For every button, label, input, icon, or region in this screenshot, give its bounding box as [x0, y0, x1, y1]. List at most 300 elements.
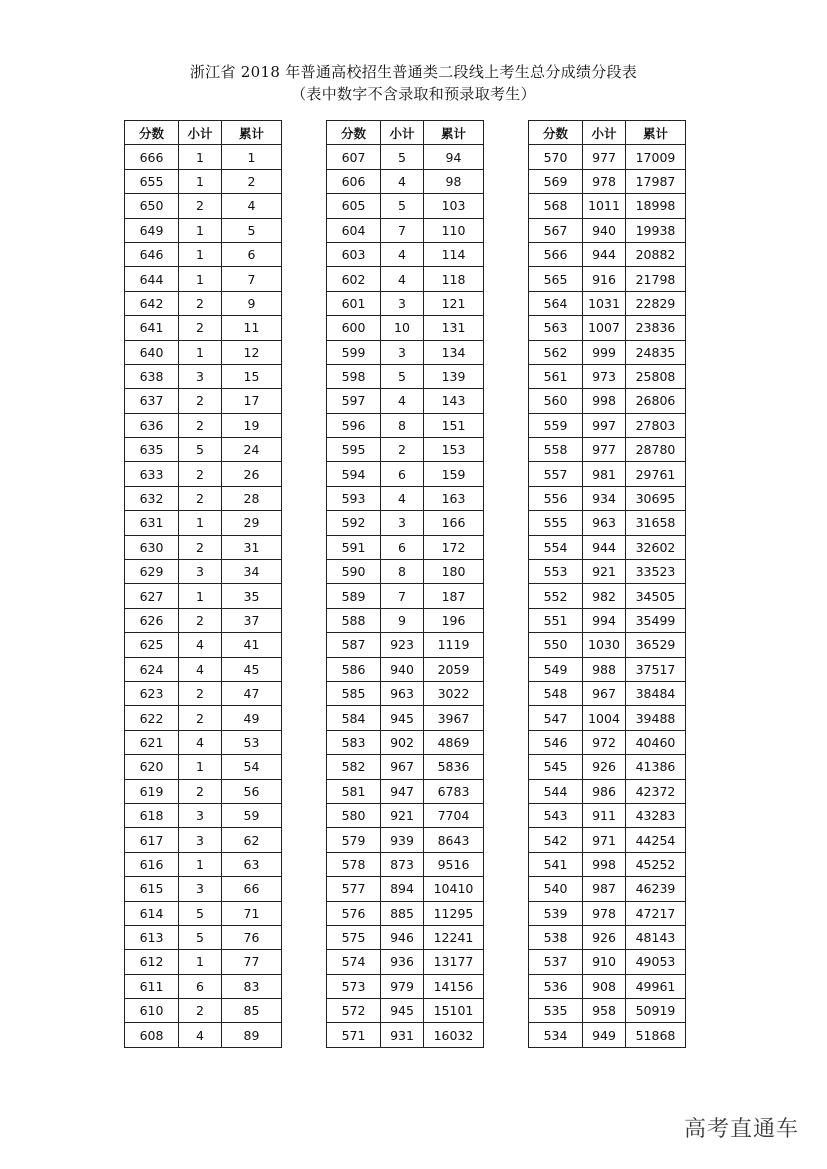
cell-cumulative: 35499 — [626, 608, 686, 632]
cell-cumulative: 131 — [424, 316, 484, 340]
cell-cumulative: 172 — [424, 535, 484, 559]
cell-cumulative: 17 — [222, 389, 282, 413]
cell-subtotal: 2 — [179, 194, 222, 218]
cell-cumulative: 56 — [222, 779, 282, 803]
table-row — [125, 242, 282, 266]
cell-score: 538 — [529, 925, 583, 949]
cell-cumulative: 20882 — [626, 242, 686, 266]
cell-subtotal: 967 — [583, 681, 626, 705]
cell-cumulative: 121 — [424, 291, 484, 315]
cell-subtotal: 978 — [583, 169, 626, 193]
table-row — [529, 1023, 686, 1047]
cell-subtotal: 2 — [179, 389, 222, 413]
table-row — [327, 194, 484, 218]
cell-cumulative: 2059 — [424, 657, 484, 681]
cell-score: 625 — [125, 633, 179, 657]
cell-subtotal: 4 — [381, 486, 424, 510]
cell-cumulative: 31 — [222, 535, 282, 559]
cell-subtotal: 2 — [179, 413, 222, 437]
cell-cumulative: 110 — [424, 218, 484, 242]
table-row — [529, 657, 686, 681]
cell-subtotal: 981 — [583, 462, 626, 486]
cell-score: 573 — [327, 974, 381, 998]
cell-cumulative: 118 — [424, 267, 484, 291]
table-row — [529, 803, 686, 827]
cell-subtotal: 949 — [583, 1023, 626, 1047]
cell-score: 550 — [529, 633, 583, 657]
cell-cumulative: 46239 — [626, 877, 686, 901]
cell-cumulative: 40460 — [626, 730, 686, 754]
cell-score: 600 — [327, 316, 381, 340]
cell-cumulative: 53 — [222, 730, 282, 754]
cell-cumulative: 47217 — [626, 901, 686, 925]
cell-score: 621 — [125, 730, 179, 754]
cell-score: 604 — [327, 218, 381, 242]
cell-subtotal: 3 — [381, 511, 424, 535]
cell-cumulative: 35 — [222, 584, 282, 608]
cell-cumulative: 13177 — [424, 950, 484, 974]
table-row — [327, 413, 484, 437]
cell-subtotal: 926 — [583, 925, 626, 949]
cell-cumulative: 17009 — [626, 145, 686, 169]
table-row — [125, 877, 282, 901]
cell-score: 620 — [125, 755, 179, 779]
table-row — [125, 755, 282, 779]
table-row — [125, 218, 282, 242]
cell-score: 534 — [529, 1023, 583, 1047]
cell-cumulative: 24 — [222, 438, 282, 462]
cell-subtotal: 4 — [179, 633, 222, 657]
table-row — [529, 999, 686, 1023]
cell-subtotal: 982 — [583, 584, 626, 608]
cell-subtotal: 1007 — [583, 316, 626, 340]
table-row — [529, 389, 686, 413]
cell-subtotal: 926 — [583, 755, 626, 779]
cell-cumulative: 9 — [222, 291, 282, 315]
table-row — [529, 511, 686, 535]
table-row — [327, 340, 484, 364]
table-row — [125, 438, 282, 462]
cell-score: 559 — [529, 413, 583, 437]
cell-score: 566 — [529, 242, 583, 266]
cell-score: 572 — [327, 999, 381, 1023]
cell-score: 557 — [529, 462, 583, 486]
cell-cumulative: 4869 — [424, 730, 484, 754]
table-row — [125, 316, 282, 340]
cell-subtotal: 1 — [179, 950, 222, 974]
table-row — [327, 364, 484, 388]
cell-cumulative: 59 — [222, 803, 282, 827]
watermark-text: 高考直通车 — [683, 1117, 799, 1142]
cell-score: 540 — [529, 877, 583, 901]
cell-score: 542 — [529, 828, 583, 852]
table-row — [327, 925, 484, 949]
table-row — [125, 974, 282, 998]
table-row — [125, 657, 282, 681]
cell-score: 537 — [529, 950, 583, 974]
table-row — [327, 316, 484, 340]
cell-subtotal: 944 — [583, 535, 626, 559]
cell-cumulative: 180 — [424, 560, 484, 584]
table-row — [327, 779, 484, 803]
cell-score: 539 — [529, 901, 583, 925]
cell-cumulative: 103 — [424, 194, 484, 218]
table-row — [327, 828, 484, 852]
cell-score: 627 — [125, 584, 179, 608]
table-row — [529, 901, 686, 925]
header-score: 分数 — [327, 121, 381, 145]
table-row — [125, 462, 282, 486]
cell-subtotal: 4 — [381, 169, 424, 193]
cell-score: 575 — [327, 925, 381, 949]
table-row — [327, 730, 484, 754]
header-score: 分数 — [125, 121, 179, 145]
cell-score: 641 — [125, 316, 179, 340]
cell-subtotal: 3 — [179, 877, 222, 901]
cell-cumulative: 143 — [424, 389, 484, 413]
cell-cumulative: 33523 — [626, 560, 686, 584]
cell-score: 589 — [327, 584, 381, 608]
table-header-row — [327, 121, 484, 145]
table-row — [327, 852, 484, 876]
cell-subtotal: 873 — [381, 852, 424, 876]
cell-cumulative: 159 — [424, 462, 484, 486]
table-row — [529, 438, 686, 462]
cell-subtotal: 944 — [583, 242, 626, 266]
cell-subtotal: 2 — [179, 999, 222, 1023]
cell-subtotal: 3 — [381, 291, 424, 315]
cell-subtotal: 2 — [179, 535, 222, 559]
cell-cumulative: 11295 — [424, 901, 484, 925]
cell-cumulative: 41386 — [626, 755, 686, 779]
cell-cumulative: 21798 — [626, 267, 686, 291]
table-row — [327, 438, 484, 462]
cell-subtotal: 1031 — [583, 291, 626, 315]
cell-subtotal: 940 — [583, 218, 626, 242]
table-row — [529, 413, 686, 437]
cell-cumulative: 37 — [222, 608, 282, 632]
score-table-3 — [528, 120, 686, 1048]
cell-score: 629 — [125, 560, 179, 584]
cell-cumulative: 29761 — [626, 462, 686, 486]
cell-score: 591 — [327, 535, 381, 559]
table-row — [125, 608, 282, 632]
table-row — [529, 462, 686, 486]
cell-score: 637 — [125, 389, 179, 413]
cell-subtotal: 1011 — [583, 194, 626, 218]
cell-score: 579 — [327, 828, 381, 852]
table-row — [327, 389, 484, 413]
table-row — [327, 681, 484, 705]
header-score: 分数 — [529, 121, 583, 145]
cell-cumulative: 83 — [222, 974, 282, 998]
cell-cumulative: 24835 — [626, 340, 686, 364]
cell-subtotal: 2 — [179, 486, 222, 510]
cell-subtotal: 931 — [381, 1023, 424, 1047]
cell-subtotal: 3 — [179, 828, 222, 852]
table-row — [529, 535, 686, 559]
table-header-row — [529, 121, 686, 145]
table-row — [125, 633, 282, 657]
cell-score: 536 — [529, 974, 583, 998]
table-row — [529, 486, 686, 510]
table-row — [125, 584, 282, 608]
cell-subtotal: 894 — [381, 877, 424, 901]
cell-score: 594 — [327, 462, 381, 486]
cell-subtotal: 1 — [179, 584, 222, 608]
cell-score: 543 — [529, 803, 583, 827]
cell-subtotal: 934 — [583, 486, 626, 510]
cell-score: 576 — [327, 901, 381, 925]
cell-subtotal: 973 — [583, 364, 626, 388]
cell-cumulative: 153 — [424, 438, 484, 462]
cell-subtotal: 2 — [381, 438, 424, 462]
cell-subtotal: 4 — [381, 267, 424, 291]
cell-cumulative: 50919 — [626, 999, 686, 1023]
table-row — [125, 901, 282, 925]
cell-subtotal: 1 — [179, 218, 222, 242]
cell-subtotal: 946 — [381, 925, 424, 949]
cell-cumulative: 151 — [424, 413, 484, 437]
cell-cumulative: 44254 — [626, 828, 686, 852]
cell-score: 551 — [529, 608, 583, 632]
table-row — [327, 633, 484, 657]
cell-cumulative: 114 — [424, 242, 484, 266]
table-row — [327, 755, 484, 779]
cell-cumulative: 49 — [222, 706, 282, 730]
cell-score: 616 — [125, 852, 179, 876]
cell-subtotal: 921 — [583, 560, 626, 584]
table-row — [125, 706, 282, 730]
cell-score: 601 — [327, 291, 381, 315]
table-row — [125, 291, 282, 315]
header-subtotal: 小计 — [381, 121, 424, 145]
cell-score: 535 — [529, 999, 583, 1023]
cell-score: 560 — [529, 389, 583, 413]
cell-score: 561 — [529, 364, 583, 388]
cell-score: 631 — [125, 511, 179, 535]
cell-score: 565 — [529, 267, 583, 291]
cell-score: 597 — [327, 389, 381, 413]
cell-cumulative: 25808 — [626, 364, 686, 388]
cell-score: 552 — [529, 584, 583, 608]
cell-cumulative: 54 — [222, 755, 282, 779]
cell-subtotal: 986 — [583, 779, 626, 803]
cell-score: 546 — [529, 730, 583, 754]
cell-score: 603 — [327, 242, 381, 266]
table-row — [125, 486, 282, 510]
cell-subtotal: 2 — [179, 681, 222, 705]
score-table-2 — [326, 120, 484, 1048]
cell-subtotal: 1 — [179, 242, 222, 266]
table-row — [125, 194, 282, 218]
table-row — [529, 828, 686, 852]
table-row — [125, 999, 282, 1023]
cell-score: 564 — [529, 291, 583, 315]
cell-score: 544 — [529, 779, 583, 803]
cell-subtotal: 911 — [583, 803, 626, 827]
cell-score: 580 — [327, 803, 381, 827]
cell-cumulative: 10410 — [424, 877, 484, 901]
cell-cumulative: 12241 — [424, 925, 484, 949]
cell-score: 586 — [327, 657, 381, 681]
table-row — [529, 974, 686, 998]
cell-score: 608 — [125, 1023, 179, 1047]
cell-score: 638 — [125, 364, 179, 388]
table-row — [327, 901, 484, 925]
cell-cumulative: 12 — [222, 340, 282, 364]
cell-subtotal: 5 — [381, 364, 424, 388]
cell-subtotal: 3 — [179, 803, 222, 827]
cell-cumulative: 98 — [424, 169, 484, 193]
cell-cumulative: 7704 — [424, 803, 484, 827]
cell-subtotal: 1 — [179, 267, 222, 291]
cell-cumulative: 89 — [222, 1023, 282, 1047]
cell-subtotal: 910 — [583, 950, 626, 974]
cell-subtotal: 997 — [583, 413, 626, 437]
table-row — [327, 877, 484, 901]
cell-subtotal: 8 — [381, 560, 424, 584]
cell-cumulative: 15 — [222, 364, 282, 388]
cell-cumulative: 15101 — [424, 999, 484, 1023]
cell-score: 607 — [327, 145, 381, 169]
cell-cumulative: 51868 — [626, 1023, 686, 1047]
cell-subtotal: 7 — [381, 584, 424, 608]
cell-cumulative: 66 — [222, 877, 282, 901]
header-cumulative: 累计 — [424, 121, 484, 145]
cell-score: 545 — [529, 755, 583, 779]
cell-subtotal: 967 — [381, 755, 424, 779]
cell-cumulative: 2 — [222, 169, 282, 193]
table-row — [529, 730, 686, 754]
cell-score: 553 — [529, 560, 583, 584]
cell-score: 622 — [125, 706, 179, 730]
cell-cumulative: 163 — [424, 486, 484, 510]
cell-cumulative: 27803 — [626, 413, 686, 437]
cell-score: 633 — [125, 462, 179, 486]
cell-score: 588 — [327, 608, 381, 632]
cell-cumulative: 48143 — [626, 925, 686, 949]
table-row — [529, 925, 686, 949]
cell-cumulative: 26 — [222, 462, 282, 486]
cell-score: 611 — [125, 974, 179, 998]
cell-score: 569 — [529, 169, 583, 193]
cell-cumulative: 5836 — [424, 755, 484, 779]
table-row — [529, 877, 686, 901]
cell-subtotal: 940 — [381, 657, 424, 681]
table-row — [529, 364, 686, 388]
cell-score: 636 — [125, 413, 179, 437]
cell-subtotal: 939 — [381, 828, 424, 852]
cell-cumulative: 39488 — [626, 706, 686, 730]
header-cumulative: 累计 — [222, 121, 282, 145]
cell-subtotal: 7 — [381, 218, 424, 242]
page-title: 浙江省 2018 年普通高校招生普通类二段线上考生总分成绩分段表 — [189, 63, 638, 81]
cell-subtotal: 945 — [381, 706, 424, 730]
cell-score: 610 — [125, 999, 179, 1023]
cell-cumulative: 49961 — [626, 974, 686, 998]
table-row — [125, 364, 282, 388]
cell-subtotal: 6 — [179, 974, 222, 998]
cell-subtotal: 1 — [179, 852, 222, 876]
table-row — [125, 560, 282, 584]
cell-subtotal: 945 — [381, 999, 424, 1023]
cell-cumulative: 187 — [424, 584, 484, 608]
cell-subtotal: 921 — [381, 803, 424, 827]
cell-score: 567 — [529, 218, 583, 242]
cell-cumulative: 34 — [222, 560, 282, 584]
cell-cumulative: 28 — [222, 486, 282, 510]
cell-score: 599 — [327, 340, 381, 364]
cell-subtotal: 977 — [583, 438, 626, 462]
cell-cumulative: 16032 — [424, 1023, 484, 1047]
table-row — [327, 999, 484, 1023]
cell-cumulative: 3022 — [424, 681, 484, 705]
cell-score: 581 — [327, 779, 381, 803]
cell-cumulative: 18998 — [626, 194, 686, 218]
table-row — [327, 950, 484, 974]
cell-cumulative: 166 — [424, 511, 484, 535]
cell-cumulative: 43283 — [626, 803, 686, 827]
cell-score: 577 — [327, 877, 381, 901]
cell-score: 666 — [125, 145, 179, 169]
header-subtotal: 小计 — [583, 121, 626, 145]
cell-score: 623 — [125, 681, 179, 705]
cell-cumulative: 8643 — [424, 828, 484, 852]
cell-subtotal: 3 — [179, 560, 222, 584]
cell-cumulative: 196 — [424, 608, 484, 632]
cell-subtotal: 5 — [179, 438, 222, 462]
table-row — [529, 560, 686, 584]
cell-score: 613 — [125, 925, 179, 949]
cell-score: 549 — [529, 657, 583, 681]
cell-score: 592 — [327, 511, 381, 535]
cell-score: 548 — [529, 681, 583, 705]
table-row — [125, 681, 282, 705]
cell-subtotal: 908 — [583, 974, 626, 998]
table-row — [529, 291, 686, 315]
cell-subtotal: 1030 — [583, 633, 626, 657]
cell-score: 618 — [125, 803, 179, 827]
cell-cumulative: 41 — [222, 633, 282, 657]
table-header-row — [125, 121, 282, 145]
cell-subtotal: 6 — [381, 535, 424, 559]
cell-subtotal: 963 — [583, 511, 626, 535]
cell-cumulative: 45252 — [626, 852, 686, 876]
table-row — [327, 169, 484, 193]
cell-score: 590 — [327, 560, 381, 584]
page-subtitle: （表中数字不含录取和预录取考生） — [291, 85, 536, 103]
cell-score: 563 — [529, 316, 583, 340]
table-row — [529, 194, 686, 218]
table-row — [327, 1023, 484, 1047]
cell-score: 558 — [529, 438, 583, 462]
cell-cumulative: 71 — [222, 901, 282, 925]
cell-subtotal: 916 — [583, 267, 626, 291]
table-row — [125, 950, 282, 974]
cell-cumulative: 29 — [222, 511, 282, 535]
table-row — [125, 511, 282, 535]
cell-cumulative: 77 — [222, 950, 282, 974]
cell-subtotal: 5 — [381, 194, 424, 218]
cell-subtotal: 988 — [583, 657, 626, 681]
cell-score: 593 — [327, 486, 381, 510]
table-row — [529, 316, 686, 340]
cell-subtotal: 1004 — [583, 706, 626, 730]
cell-subtotal: 5 — [179, 901, 222, 925]
cell-score: 646 — [125, 242, 179, 266]
cell-cumulative: 94 — [424, 145, 484, 169]
